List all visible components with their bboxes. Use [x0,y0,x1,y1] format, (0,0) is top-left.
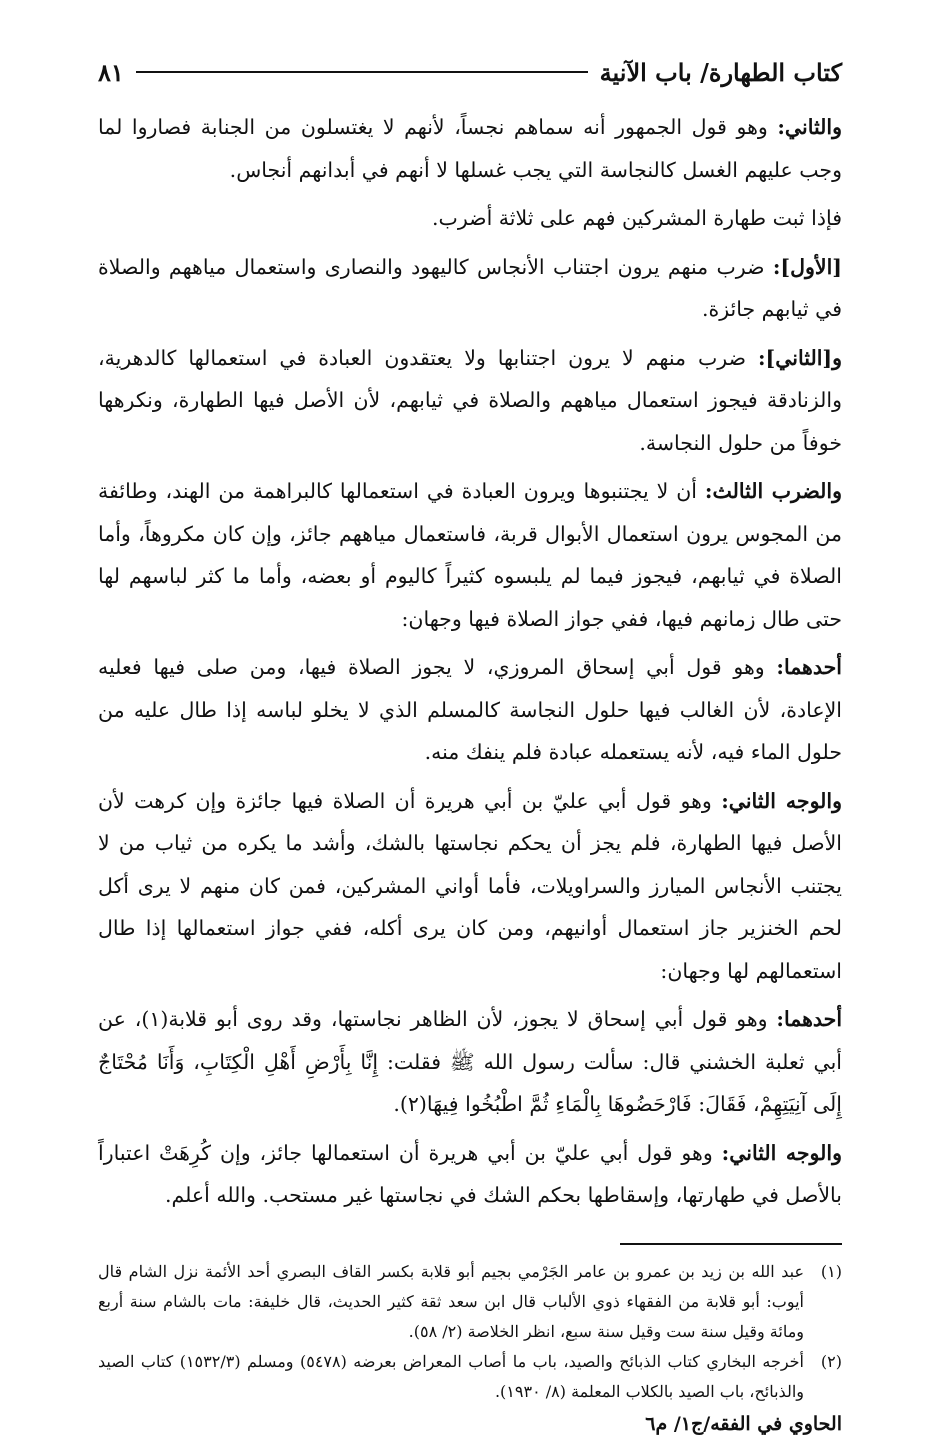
paragraph [98,337,842,465]
paragraph-lead: [الأول]: [772,254,842,279]
paragraph-text: وهو قول أبي إسحاق المروزي، لا يجوز الصلاة فيها، ومن صلى فيها فعليه الإعادة، لأن الغالب فيها حلول النجاسة كالمسلم الذي لا يخلو لباسه إذا طال عليه من حلول الماء فيه، لأنه يستعمله عبادة فلم ينفك منه. [98,655,842,764]
paragraph [98,780,842,993]
paragraph-lead: والوجه الثاني: [721,788,843,813]
paragraph-text: أن لا يجتنبوها ويرون العبادة في استعمالها كالبراهمة من الهند، وطائفة من المجوس يرون استعمال الأبوال قربة، فاستعمال مياههم جائز، وإن كان مكروهاً، وأما الصلاة في ثيابهم، فيجوز فيما لم يلبسوه كثيراً كاليوم أو بعضه، وأما ما كثر لباسهم لها حتى طال زمانهم فيها، ففي جواز الصلاة فيها وجهان: [98,479,842,631]
footnote-number: (٢) [820,1351,842,1371]
paragraph-lead: أحدهما: [776,1007,843,1031]
main-text [98,106,842,1217]
paragraph [98,106,842,191]
running-title: كتاب الطهارة/ باب الآنية [599,57,842,87]
paragraph-lead: والثاني: [777,115,842,139]
paragraph-text: وهو قول الجمهور أنه سماهم نجساً، لأنهم لا يغتسلون من الجنابة فصاروا لما وجب عليهم الغسل كالنجاسة التي يجب غسلها لا أنهم في أبدانهم أنجاس. [98,115,842,182]
paragraph [98,197,842,240]
signature-mark: الحاوي في الفقه/ج١/ م٦ [645,1412,842,1435]
header-rule [136,71,588,73]
paragraph-lead: والضرب الثالث: [704,479,842,503]
page-number: ٨١ [98,57,124,87]
paragraph-lead: و[الثاني]: [757,345,842,370]
footnotes [98,1257,842,1407]
paragraph-text: وهو قول أبي عليّ بن أبي هريرة أن الصلاة فيها جائزة وإن كرهت لأن الأصل فيها الطهارة، فلم يجز أن يحكم نجاستها بالشك، وأشد ما يكره من ثياب من لا يجتنب الأنجاس الميارز والسراويلات، فأما أواني المشركين، فمن كان منهم لا يرى أكل لحم الخنزير جاز استعمال أوانيهم، ومن كان يرى أكله، ففي جواز استعمالها إذا طال استعمالهم لها وجهان: [98,788,842,983]
footnote-number: (١) [820,1261,842,1281]
page-header [98,52,842,92]
paragraph [98,246,842,331]
paragraph [98,470,842,640]
paragraph-text: وهو قول أبي إسحاق لا يجوز، لأن الظاهر نجاستها، وقد روى أبو قلابة(١)، عن أبي ثعلبة الخشني قال: سألت رسول الله ﷺ فقلت: إِنَّا بِأَرْضِ أَهْلِ الْكِتَابِ، وَأَنَا مُحْتَاجٌ إِلَى آنِيَتِهِمْ، فَقَالَ: فَارْحَضُوهَا بِالْمَاءِ ثُمَّ اطْبُخُوا فِيهَا(٢). [98,1007,842,1116]
footnote-text: أخرجه البخاري كتاب الذبائح والصيد، باب ما أصاب المعراض بعرضه (٥٤٧٨) ومسلم (١٥٣٢/٣) كتاب الصيد والذبائح، باب الصيد بالكلاب المعلمة (٨/ ١٩٣٠). [98,1351,804,1401]
paragraph [98,998,842,1126]
footnote-separator [620,1243,842,1245]
paragraph-lead: والوجه الثاني: [721,1140,842,1165]
paragraph [98,1132,842,1217]
paragraph-text: ضرب منهم لا يرون اجتنابها ولا يعتقدون العبادة في استعمالها كالدهرية، والزنادقة فيجوز استعمال مياههم والصلاة في ثيابهم، لأن الأصل فيها الطهارة، ونكرهها خوفاً من حلول النجاسة. [98,345,842,455]
footnote [98,1347,842,1407]
paragraph-lead: أحدهما: [776,655,842,679]
footnote-text: عبد الله بن زيد بن عمرو بن عامر الجَرْمي بجيم أبو قلابة بكسر القاف البصري أحد الأئمة نزل الشام قال أيوب: أبو قلابة من الفقهاء ذوي الألباب قال ابن سعد ثقة كثير الحديث، قال خليفة: مات بالشام سنة أربع ومائة وقيل سنة ست وقيل سنة سبع، انظر الخلاصة (٢/ ٥٨). [98,1261,805,1341]
paragraph [98,646,842,774]
paragraph-text: وهو قول أبي عليّ بن أبي هريرة أن استعمالها جائز، وإن كُرِهَتْ اعتباراً بالأصل في طهارتها، وإسقاطها بحكم الشك في نجاستها غير مستحب. والله أعلم. [98,1140,842,1207]
footnote [98,1257,842,1347]
paragraph-text: ضرب منهم يرون اجتناب الأنجاس كاليهود والنصارى واستعمال مياههم والصلاة في ثيابهم جائزة. [98,254,842,321]
paragraph-text: فإذا ثبت طهارة المشركين فهم على ثلاثة أضرب. [432,206,842,230]
